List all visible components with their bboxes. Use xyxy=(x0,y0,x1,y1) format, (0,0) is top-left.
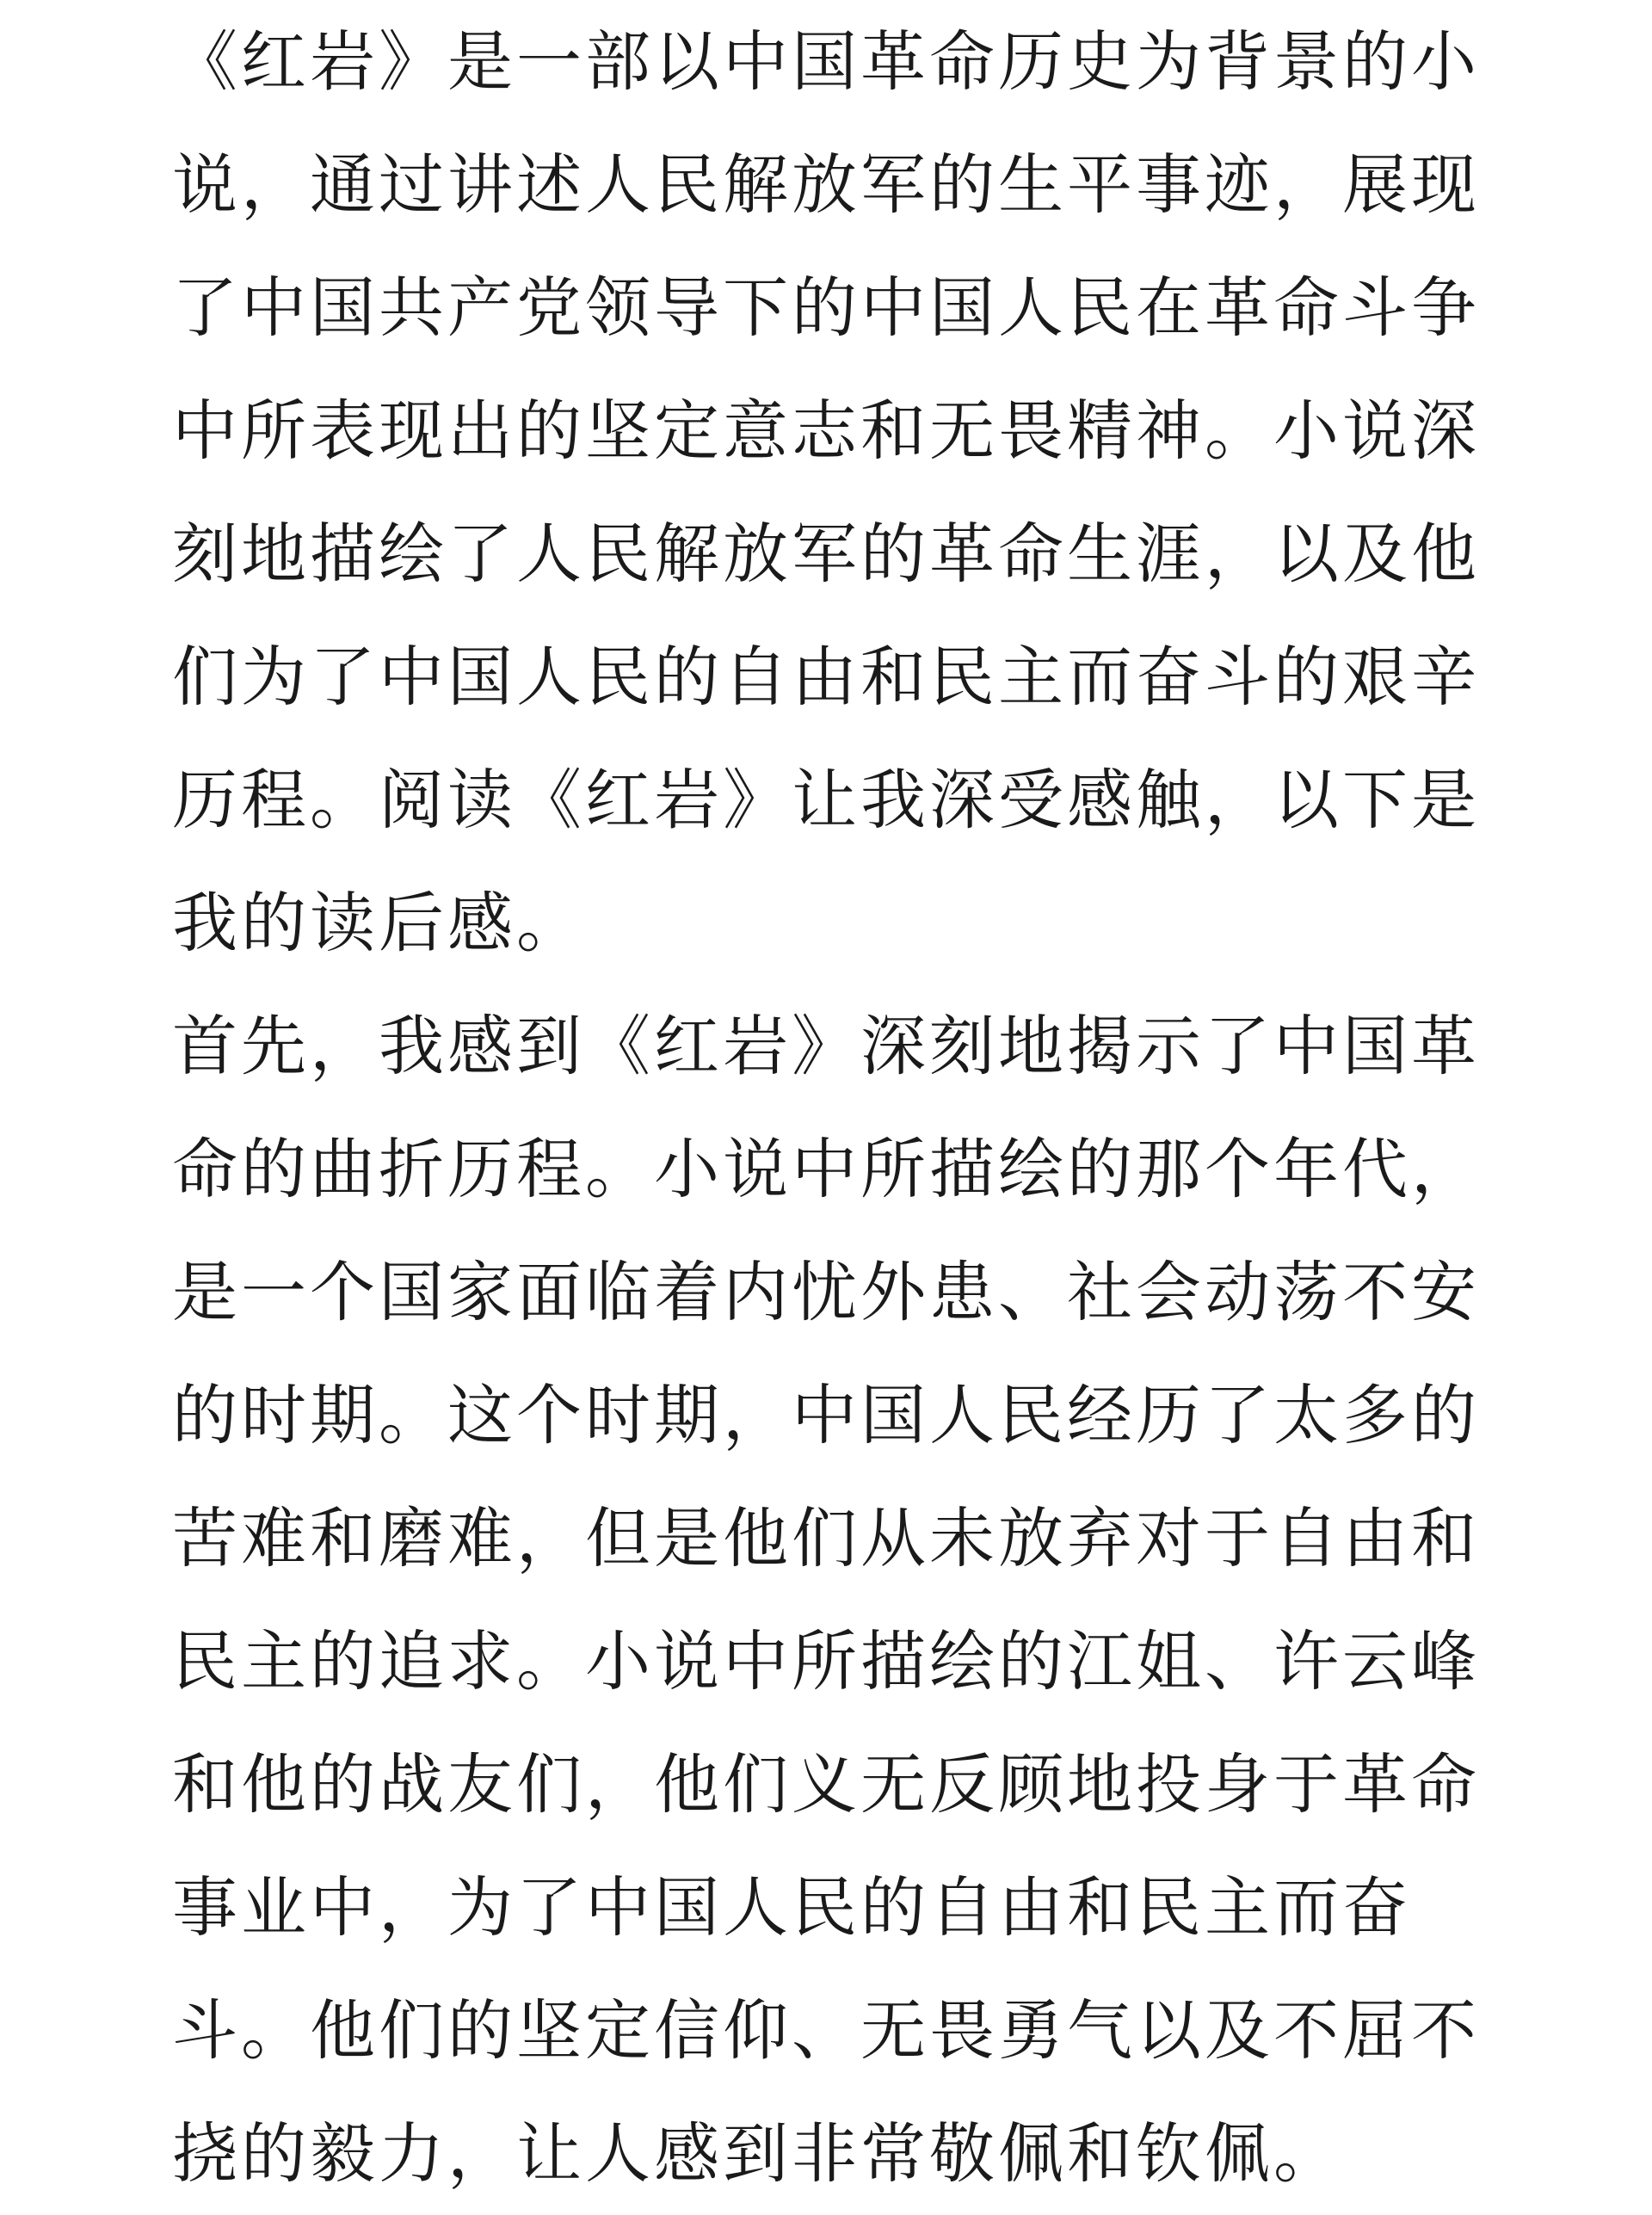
text-line: 《红岩》是一部以中国革命历史为背景的小 xyxy=(172,23,1480,100)
text-line: 挠的毅力，让人感到非常敬佩和钦佩。 xyxy=(172,2115,1342,2192)
text-line: 中所表现出的坚定意志和无畏精神。小说深 xyxy=(172,392,1480,469)
text-line: 是一个国家面临着内忧外患、社会动荡不安 xyxy=(172,1254,1480,1330)
text-line: 斗。他们的坚定信仰、无畏勇气以及不屈不 xyxy=(172,1992,1480,2069)
text-line: 命的曲折历程。小说中所描绘的那个年代， xyxy=(172,1131,1480,1207)
text-line: 苦难和磨难，但是他们从未放弃对于自由和 xyxy=(172,1500,1480,1576)
text-line: 说，通过讲述人民解放军的生平事迹，展现 xyxy=(172,146,1480,223)
text-line: 首先，我感到《红岩》深刻地揭示了中国革 xyxy=(172,1008,1480,1084)
text-line: 们为了中国人民的自由和民主而奋斗的艰辛 xyxy=(172,639,1480,715)
text-line: 的时期。这个时期，中国人民经历了太多的 xyxy=(172,1377,1480,1453)
text-line: 事业中，为了中国人民的自由和民主而奋 xyxy=(172,1869,1411,1946)
text-line: 了中国共产党领导下的中国人民在革命斗争 xyxy=(172,269,1480,346)
text-line: 民主的追求。小说中所描绘的江姐、许云峰 xyxy=(172,1623,1480,1700)
article-body xyxy=(172,0,1497,2215)
text-line: 我的读后感。 xyxy=(172,885,585,961)
text-line: 历程。阅读《红岩》让我深受感触，以下是 xyxy=(172,762,1480,838)
text-line: 和他的战友们，他们义无反顾地投身于革命 xyxy=(172,1746,1480,1823)
text-line: 刻地描绘了人民解放军的革命生涯，以及他 xyxy=(172,515,1480,592)
